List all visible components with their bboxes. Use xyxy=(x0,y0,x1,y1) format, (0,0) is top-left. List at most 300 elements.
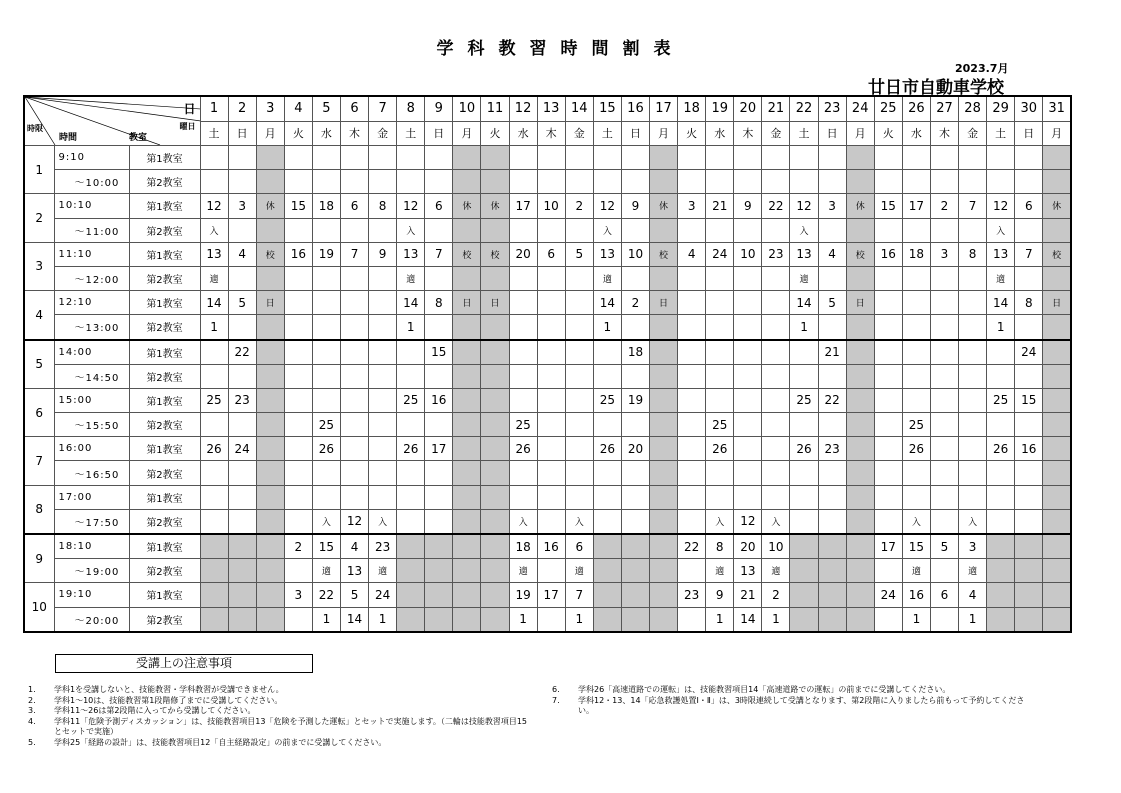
schedule-cell: 適 xyxy=(509,559,537,583)
schedule-cell: 16 xyxy=(874,242,902,266)
schedule-cell xyxy=(762,291,790,315)
schedule-cell xyxy=(481,413,509,437)
schedule-cell: 適 xyxy=(706,559,734,583)
schedule-cell: 休 xyxy=(481,194,509,218)
schedule-cell xyxy=(312,146,340,170)
schedule-cell: 13 xyxy=(987,242,1015,266)
schedule-cell: 20 xyxy=(621,437,649,461)
schedule-cell xyxy=(846,388,874,412)
schedule-cell xyxy=(228,485,256,509)
schedule-cell xyxy=(340,364,368,388)
schedule-cell xyxy=(1043,218,1071,242)
period-row xyxy=(24,437,1071,461)
schedule-cell xyxy=(256,485,284,509)
schedule-cell xyxy=(1015,218,1043,242)
schedule-cell: 1 xyxy=(959,607,987,632)
schedule-cell xyxy=(593,461,621,485)
schedule-cell xyxy=(425,559,453,583)
page-title: 学科教習時間割表 xyxy=(436,39,685,59)
schedule-cell: 23 xyxy=(762,242,790,266)
schedule-cell xyxy=(959,388,987,412)
schedule-cell: 14 xyxy=(593,291,621,315)
schedule-cell xyxy=(987,364,1015,388)
schedule-cell xyxy=(706,340,734,365)
schedule-cell xyxy=(818,607,846,632)
room-name: 第2教室 xyxy=(129,559,200,583)
schedule-cell xyxy=(959,146,987,170)
schedule-cell xyxy=(425,413,453,437)
schedule-cell xyxy=(593,607,621,632)
weekday-header: 水 xyxy=(706,121,734,146)
schedule-cell: 入 xyxy=(762,509,790,534)
schedule-cell xyxy=(621,146,649,170)
schedule-cell xyxy=(1043,534,1071,559)
schedule-cell xyxy=(678,266,706,290)
schedule-cell: 19 xyxy=(312,242,340,266)
note-text: 学科12・13、14「応急救護処置Ⅰ・Ⅱ」は、3時限連続して受講となります、第2段階に入りましたら前もって予約してください。 xyxy=(578,695,1025,715)
schedule-cell xyxy=(790,340,818,365)
schedule-cell xyxy=(200,583,228,607)
schedule-cell xyxy=(621,413,649,437)
schedule-cell xyxy=(1043,364,1071,388)
day-header: 18 xyxy=(678,96,706,121)
note-text: 学科1～10は、技能教習第1段階修了までに受講してください。 xyxy=(54,695,283,705)
period-number: 2 xyxy=(24,194,54,242)
schedule-cell: 19 xyxy=(509,583,537,607)
schedule-cell: 入 xyxy=(987,218,1015,242)
schedule-cell xyxy=(987,583,1015,607)
schedule-cell xyxy=(902,364,930,388)
schedule-cell xyxy=(481,266,509,290)
schedule-cell xyxy=(284,340,312,365)
schedule-cell: 日 xyxy=(256,291,284,315)
schedule-cell xyxy=(481,461,509,485)
schedule-cell xyxy=(706,218,734,242)
schedule-cell: 12 xyxy=(340,509,368,534)
schedule-cell xyxy=(874,170,902,194)
schedule-cell xyxy=(284,437,312,461)
schedule-cell xyxy=(425,509,453,534)
time-label: 時間 xyxy=(59,133,78,143)
period-start-time: 19:10 xyxy=(54,583,129,607)
schedule-cell xyxy=(481,146,509,170)
note-text: 学科26「高速道路での運転」は、技能教習項目14「高速道路での運転」の前までに受講してください。 xyxy=(578,685,951,694)
schedule-cell xyxy=(565,437,593,461)
schedule-cell xyxy=(369,146,397,170)
period-number: 8 xyxy=(24,485,54,534)
schedule-cell xyxy=(509,146,537,170)
schedule-cell: 休 xyxy=(256,194,284,218)
schedule-cell xyxy=(453,583,481,607)
schedule-cell: 15 xyxy=(1015,388,1043,412)
schedule-cell: 16 xyxy=(1015,437,1043,461)
schedule-cell xyxy=(874,388,902,412)
timetable-body xyxy=(24,146,1071,632)
schedule-cell xyxy=(706,266,734,290)
schedule-cell: 3 xyxy=(818,194,846,218)
schedule-cell xyxy=(818,146,846,170)
schedule-cell xyxy=(312,340,340,365)
schedule-cell xyxy=(481,559,509,583)
schedule-cell xyxy=(1043,266,1071,290)
schedule-cell xyxy=(397,340,425,365)
schedule-cell: 1 xyxy=(706,607,734,632)
schedule-cell: 休 xyxy=(453,194,481,218)
schedule-cell xyxy=(902,146,930,170)
schedule-cell xyxy=(537,146,565,170)
schedule-cell: 校 xyxy=(846,242,874,266)
schedule-cell: 26 xyxy=(987,437,1015,461)
schedule-cell xyxy=(369,291,397,315)
schedule-cell xyxy=(369,485,397,509)
schedule-cell: 17 xyxy=(902,194,930,218)
room-name: 第1教室 xyxy=(129,146,200,170)
schedule-cell xyxy=(256,559,284,583)
period-row xyxy=(24,170,1071,194)
schedule-cell xyxy=(706,291,734,315)
schedule-cell: 10 xyxy=(734,242,762,266)
schedule-cell xyxy=(425,146,453,170)
schedule-cell xyxy=(284,607,312,632)
schedule-cell: 12 xyxy=(593,194,621,218)
weekday-header: 土 xyxy=(397,121,425,146)
schedule-cell: 8 xyxy=(959,242,987,266)
schedule-cell xyxy=(818,461,846,485)
schedule-cell xyxy=(790,509,818,534)
schedule-cell xyxy=(930,146,958,170)
schedule-cell: 適 xyxy=(565,559,593,583)
schedule-cell xyxy=(846,437,874,461)
schedule-cell xyxy=(678,146,706,170)
period-row xyxy=(24,388,1071,412)
day-header: 1 xyxy=(200,96,228,121)
schedule-cell: 7 xyxy=(340,242,368,266)
schedule-cell: 日 xyxy=(1043,291,1071,315)
schedule-cell: 6 xyxy=(425,194,453,218)
schedule-cell xyxy=(256,461,284,485)
schedule-cell xyxy=(200,364,228,388)
schedule-cell xyxy=(734,266,762,290)
schedule-cell xyxy=(200,607,228,632)
schedule-cell: 適 xyxy=(959,559,987,583)
schedule-cell xyxy=(228,461,256,485)
schedule-cell xyxy=(818,509,846,534)
schedule-cell xyxy=(256,607,284,632)
day-header: 14 xyxy=(565,96,593,121)
schedule-cell xyxy=(987,534,1015,559)
schedule-cell: 26 xyxy=(200,437,228,461)
schedule-cell: 24 xyxy=(228,437,256,461)
schedule-cell xyxy=(481,583,509,607)
schedule-cell: 18 xyxy=(312,194,340,218)
schedule-cell xyxy=(369,315,397,340)
schedule-cell: 22 xyxy=(678,534,706,559)
schedule-cell: 17 xyxy=(425,437,453,461)
schedule-cell xyxy=(256,437,284,461)
weekday-header: 土 xyxy=(593,121,621,146)
schedule-cell: 3 xyxy=(959,534,987,559)
schedule-month: 2023.7月 xyxy=(955,62,1009,75)
schedule-cell: 入 xyxy=(312,509,340,534)
header-corner xyxy=(24,96,200,146)
schedule-cell xyxy=(706,364,734,388)
schedule-cell xyxy=(397,461,425,485)
day-header: 3 xyxy=(256,96,284,121)
schedule-cell xyxy=(678,388,706,412)
day-label: 日 xyxy=(183,102,196,116)
schedule-cell xyxy=(312,291,340,315)
schedule-cell xyxy=(621,559,649,583)
weekday-header: 火 xyxy=(284,121,312,146)
schedule-cell xyxy=(706,315,734,340)
schedule-cell xyxy=(959,315,987,340)
schedule-cell: 6 xyxy=(340,194,368,218)
schedule-cell xyxy=(425,364,453,388)
schedule-cell xyxy=(846,485,874,509)
period-row xyxy=(24,340,1071,365)
schedule-cell xyxy=(930,340,958,365)
schedule-cell: 14 xyxy=(790,291,818,315)
schedule-cell xyxy=(453,437,481,461)
schedule-cell: 休 xyxy=(650,194,678,218)
schedule-cell xyxy=(425,461,453,485)
schedule-cell: 3 xyxy=(678,194,706,218)
period-number: 1 xyxy=(24,146,54,194)
schedule-cell xyxy=(340,413,368,437)
period-end-time: ～12:00 xyxy=(54,266,129,290)
schedule-cell: 25 xyxy=(593,388,621,412)
schedule-cell: 13 xyxy=(734,559,762,583)
schedule-cell xyxy=(1043,170,1071,194)
schedule-cell xyxy=(537,340,565,365)
day-header: 4 xyxy=(284,96,312,121)
period-number: 6 xyxy=(24,388,54,436)
schedule-cell xyxy=(678,509,706,534)
schedule-cell: 校 xyxy=(1043,242,1071,266)
schedule-cell xyxy=(453,364,481,388)
schedule-cell xyxy=(593,413,621,437)
schedule-cell xyxy=(340,291,368,315)
schedule-cell xyxy=(734,364,762,388)
period-number: 7 xyxy=(24,437,54,485)
schedule-cell xyxy=(425,485,453,509)
schedule-cell xyxy=(593,340,621,365)
schedule-cell: 5 xyxy=(818,291,846,315)
note-item xyxy=(28,717,528,738)
schedule-cell xyxy=(425,607,453,632)
day-header: 26 xyxy=(902,96,930,121)
schedule-cell: 5 xyxy=(340,583,368,607)
schedule-cell xyxy=(678,170,706,194)
schedule-cell xyxy=(1043,340,1071,365)
schedule-cell xyxy=(256,364,284,388)
weekday-header: 日 xyxy=(228,121,256,146)
schedule-cell: 1 xyxy=(312,607,340,632)
schedule-cell xyxy=(593,170,621,194)
schedule-cell xyxy=(537,266,565,290)
note-text: 学科11～26は第2段階に入ってから受講してください。 xyxy=(54,706,256,715)
schedule-cell: 15 xyxy=(425,340,453,365)
schedule-cell xyxy=(678,485,706,509)
schedule-cell xyxy=(453,266,481,290)
schedule-cell xyxy=(256,583,284,607)
schedule-cell: 24 xyxy=(369,583,397,607)
schedule-cell xyxy=(818,559,846,583)
schedule-cell xyxy=(228,583,256,607)
room-name: 第2教室 xyxy=(129,607,200,632)
room-name: 第1教室 xyxy=(129,194,200,218)
schedule-cell xyxy=(425,170,453,194)
schedule-cell: 入 xyxy=(509,509,537,534)
schedule-cell xyxy=(1015,534,1043,559)
schedule-cell: 15 xyxy=(874,194,902,218)
schedule-cell: 入 xyxy=(593,218,621,242)
weekday-header: 月 xyxy=(846,121,874,146)
room-name: 第2教室 xyxy=(129,315,200,340)
schedule-cell: 1 xyxy=(987,315,1015,340)
schedule-cell xyxy=(874,340,902,365)
note-item xyxy=(28,696,528,707)
schedule-cell xyxy=(959,413,987,437)
schedule-cell xyxy=(790,559,818,583)
weekday-header: 日 xyxy=(621,121,649,146)
schedule-cell: 26 xyxy=(902,437,930,461)
schedule-cell xyxy=(874,413,902,437)
schedule-cell xyxy=(537,461,565,485)
schedule-cell xyxy=(734,388,762,412)
room-name: 第1教室 xyxy=(129,388,200,412)
schedule-cell: 21 xyxy=(818,340,846,365)
schedule-cell xyxy=(200,534,228,559)
schedule-cell: 20 xyxy=(509,242,537,266)
period-number: 9 xyxy=(24,534,54,583)
schedule-cell xyxy=(987,559,1015,583)
schedule-cell xyxy=(537,485,565,509)
schedule-cell xyxy=(930,437,958,461)
schedule-cell xyxy=(734,218,762,242)
schedule-cell: 4 xyxy=(818,242,846,266)
schedule-cell: 17 xyxy=(874,534,902,559)
room-label: 教室 xyxy=(129,133,148,143)
schedule-cell xyxy=(902,461,930,485)
schedule-cell: 18 xyxy=(902,242,930,266)
schedule-cell: 日 xyxy=(453,291,481,315)
period-end-time: ～11:00 xyxy=(54,218,129,242)
weekday-header: 土 xyxy=(200,121,228,146)
schedule-cell: 22 xyxy=(312,583,340,607)
schedule-cell xyxy=(762,461,790,485)
schedule-cell xyxy=(284,388,312,412)
schedule-cell xyxy=(846,364,874,388)
schedule-cell xyxy=(650,218,678,242)
period-row xyxy=(24,583,1071,607)
day-header: 24 xyxy=(846,96,874,121)
weekday-header: 水 xyxy=(312,121,340,146)
schedule-cell xyxy=(509,291,537,315)
room-name: 第2教室 xyxy=(129,413,200,437)
schedule-cell xyxy=(930,388,958,412)
period-row xyxy=(24,218,1071,242)
period-row xyxy=(24,266,1071,290)
schedule-cell xyxy=(481,437,509,461)
schedule-cell xyxy=(987,170,1015,194)
day-header: 9 xyxy=(425,96,453,121)
schedule-cell xyxy=(650,437,678,461)
schedule-cell xyxy=(397,534,425,559)
schedule-cell: 17 xyxy=(509,194,537,218)
schedule-cell: 2 xyxy=(284,534,312,559)
period-row xyxy=(24,534,1071,559)
period-end-time: ～14:50 xyxy=(54,364,129,388)
note-item xyxy=(28,738,528,749)
period-start-time: 14:00 xyxy=(54,340,129,365)
schedule-cell: 25 xyxy=(706,413,734,437)
schedule-cell: 16 xyxy=(902,583,930,607)
schedule-cell xyxy=(453,218,481,242)
schedule-cell xyxy=(790,146,818,170)
schedule-cell: 25 xyxy=(200,388,228,412)
schedule-cell: 9 xyxy=(734,194,762,218)
weekday-header: 月 xyxy=(650,121,678,146)
schedule-cell xyxy=(228,559,256,583)
period-start-time: 17:00 xyxy=(54,485,129,509)
period-number: 5 xyxy=(24,340,54,389)
room-name: 第2教室 xyxy=(129,266,200,290)
schedule-cell: 7 xyxy=(959,194,987,218)
schedule-cell xyxy=(1043,607,1071,632)
schedule-cell xyxy=(565,388,593,412)
schedule-cell xyxy=(874,437,902,461)
schedule-cell: 3 xyxy=(284,583,312,607)
schedule-cell xyxy=(312,218,340,242)
weekday-header: 土 xyxy=(790,121,818,146)
schedule-cell xyxy=(987,607,1015,632)
schedule-cell xyxy=(312,170,340,194)
room-name: 第2教室 xyxy=(129,218,200,242)
schedule-cell xyxy=(959,340,987,365)
schedule-cell: 適 xyxy=(762,559,790,583)
schedule-cell xyxy=(621,218,649,242)
period-row xyxy=(24,315,1071,340)
schedule-cell xyxy=(678,364,706,388)
period-end-time: ～10:00 xyxy=(54,170,129,194)
schedule-cell: 休 xyxy=(846,194,874,218)
schedule-cell xyxy=(284,218,312,242)
schedule-cell xyxy=(453,485,481,509)
schedule-cell xyxy=(678,461,706,485)
schedule-cell xyxy=(650,534,678,559)
room-name: 第2教室 xyxy=(129,364,200,388)
schedule-cell: 21 xyxy=(706,194,734,218)
schedule-cell: 23 xyxy=(369,534,397,559)
weekday-header: 木 xyxy=(930,121,958,146)
schedule-cell xyxy=(481,607,509,632)
note-item xyxy=(28,706,528,717)
schedule-cell xyxy=(1043,583,1071,607)
schedule-cell: 20 xyxy=(734,534,762,559)
schedule-cell xyxy=(340,266,368,290)
schedule-cell xyxy=(902,218,930,242)
day-header: 7 xyxy=(369,96,397,121)
schedule-cell xyxy=(762,315,790,340)
schedule-cell: 12 xyxy=(987,194,1015,218)
schedule-cell xyxy=(790,413,818,437)
schedule-cell: 10 xyxy=(621,242,649,266)
schedule-cell xyxy=(228,413,256,437)
schedule-cell xyxy=(312,461,340,485)
weekday-header: 金 xyxy=(369,121,397,146)
note-item xyxy=(552,685,1032,696)
